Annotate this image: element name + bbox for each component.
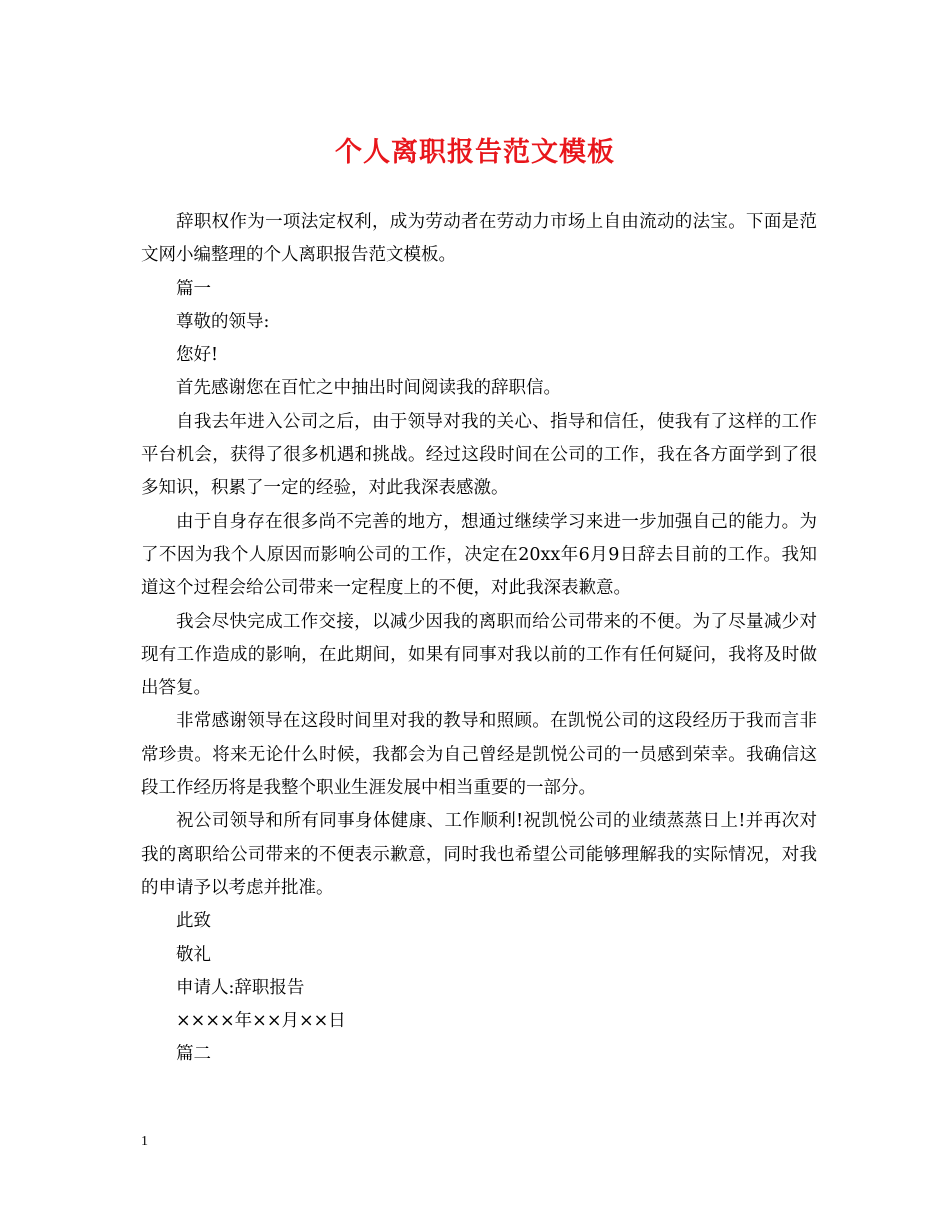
greeting: 您好!: [176, 345, 219, 366]
document-title: 个人离职报告范文模板: [335, 137, 615, 168]
letter-paragraph: 由于自身存在很多尚不完善的地方，想通过继续学习来进一步加强自己的能力。为了不因为我个人原因而影响公司的工作，决定在20xx年6月9日辞去目前的工作。我知道这个过程会给公司带来一定程度上的不便，对此我深表歉意。: [141, 511, 817, 599]
section-heading-part-one: 篇一: [176, 278, 211, 299]
letter-paragraph: 自我去年进入公司之后，由于领导对我的关心、指导和信任，使我有了这样的工作平台机会，获得了很多机遇和挑战。经过这段时间在公司的工作，我在各方面学到了很多知识，积累了一定的经验，对此我深表感激。: [141, 411, 817, 499]
closing-phrase: 此致: [176, 911, 211, 932]
document-body: [141, 206, 817, 1072]
letter-date: ××××年××月××日: [176, 1011, 346, 1032]
letter-paragraph: 我会尽快完成工作交接，以减少因我的离职而给公司带来的不便。为了尽量减少对现有工作造成的影响，在此期间，如果有同事对我以前的工作有任何疑问，我将及时做出答复。: [141, 611, 817, 699]
letter-paragraph: 非常感谢领导在这段时间里对我的教导和照顾。在凯悦公司的这段经历于我而言非常珍贵。将来无论什么时候，我都会为自己曾经是凯悦公司的一员感到荣幸。我确信这段工作经历将是我整个职业生涯发展中相当重要的一部分。: [141, 711, 817, 799]
closing-regards: 敬礼: [176, 944, 211, 965]
salutation: 尊敬的领导:: [176, 311, 270, 332]
letter-paragraph: 祝公司领导和所有同事身体健康、工作顺利!祝凯悦公司的业绩蒸蒸日上!并再次对我的离职给公司带来的不便表示歉意，同时我也希望公司能够理解我的实际情况，对我的申请予以考虑并批准。: [141, 811, 817, 898]
applicant-signature: 申请人:辞职报告: [176, 977, 305, 998]
letter-paragraph: 首先感谢您在百忙之中抽出时间阅读我的辞职信。: [176, 378, 561, 399]
section-heading-part-two: 篇二: [176, 1044, 211, 1065]
intro-paragraph: 辞职权作为一项法定权利，成为劳动者在劳动力市场上自由流动的法宝。下面是范文网小编整理的个人离职报告范文模板。: [141, 212, 817, 266]
page-number: 1: [141, 1134, 148, 1149]
